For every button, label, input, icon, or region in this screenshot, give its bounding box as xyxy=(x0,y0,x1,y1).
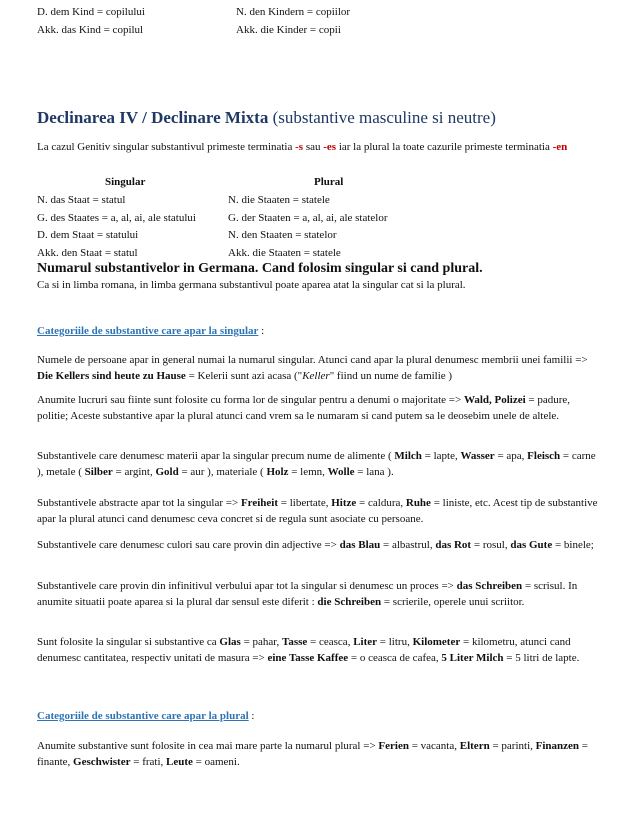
table-row: N. das Staat = statul N. die Staaten = statele xyxy=(37,194,330,206)
subsection-heading: Categoriile de substantive care apar la singular : xyxy=(37,325,265,337)
paragraph: Sunt folosite la singular si substantive ca Glas = pahar, Tasse = ceasca, Liter = litru, Kilometer = kilometru, atunci cand denumesc cantitatea, respectiv unitati de masura => eine Tasse Kaffee = o ceasca de cafea, 5 Liter Milch = 5 litri de lapte. xyxy=(37,636,580,664)
intro-paragraph: La cazul Genitiv singular substantivul primeste terminatia -s sau -es iar la plural la toate cazurile primeste terminatia -en xyxy=(37,141,568,153)
table-row: Akk. den Staat = statul Akk. die Staaten = statele xyxy=(37,247,341,259)
table-row: G. des Staates = a, al, ai, ale statului G. der Staaten = a, al, ai, ale statelor xyxy=(37,212,388,224)
paragraph: Substantivele care denumesc materii apar la singular precum nume de alimente ( Milch = lapte, Wasser = apa, Fleisch = carne ), metale ( Silber = argint, Gold = aur ), materiale ( Holz = lemn, Wolle = lana ). xyxy=(37,450,596,478)
section-heading: Numarul substantivelor in Germana. Cand folosim singular si cand plural. xyxy=(37,261,483,276)
paragraph: Substantivele care denumesc culori sau care provin din adjective => das Blau = albastrul, das Rot = rosul, das Gute = binele; xyxy=(37,539,594,551)
table-row: Akk. das Kind = copilul Akk. die Kinder = copii xyxy=(37,24,341,36)
section-heading: Declinarea IV / Declinare Mixta (substantive masculine si neutre) xyxy=(37,108,496,127)
table-row: D. dem Kind = copilului N. den Kindern = copiilor xyxy=(37,6,351,18)
subsection-heading: Categoriile de substantive care apar la plural : xyxy=(37,710,255,722)
paragraph: Substantivele care provin din infinitivul verbului apar tot la singular si denumesc un proces => das Schreiben = scrisul. In anumite situatii poate aparea si la plural dar sensul este diferit : die Schreiben = scrierile, operele unui scriitor. xyxy=(37,580,578,608)
paragraph: Substantivele abstracte apar tot la singular => Freiheit = libertate, Hitze = caldura, Ruhe = liniste, etc. Acest tip de substantive apar la plural atunci cand denumesc ceva concret si de regula sunt asociate cu persoane. xyxy=(37,497,598,525)
table-header: Singular Plural xyxy=(105,176,344,188)
paragraph: Anumite lucruri sau fiinte sunt folosite cu forma lor de singular pentru a denumi o majoritate => Wald, Polizei = padure, politie; Aceste substantive apar la plural atunci cand vrem sa le numaram si cand putem sa le deosebim unele de altele. xyxy=(37,394,571,422)
table-row: D. dem Staat = statului N. den Staaten = statelor xyxy=(37,229,337,241)
intro-paragraph: Ca si in limba romana, in limba germana substantivul poate aparea atat la singular cat si la plural. xyxy=(37,279,466,291)
paragraph: Numele de persoane apar in general numai la numarul singular. Atunci cand apar la plural denumesc membrii unei familii => Die Kellers sind heute zu Hause = Kelerii sunt azi acasa ("Keller" fiind un nume de familie ) xyxy=(37,354,588,382)
paragraph: Anumite substantive sunt folosite in cea mai mare parte la numarul plural => Ferien = vacanta, Eltern = parinti, Finanzen = finante, Geschwister = frati, Leute = oameni. xyxy=(37,740,588,768)
